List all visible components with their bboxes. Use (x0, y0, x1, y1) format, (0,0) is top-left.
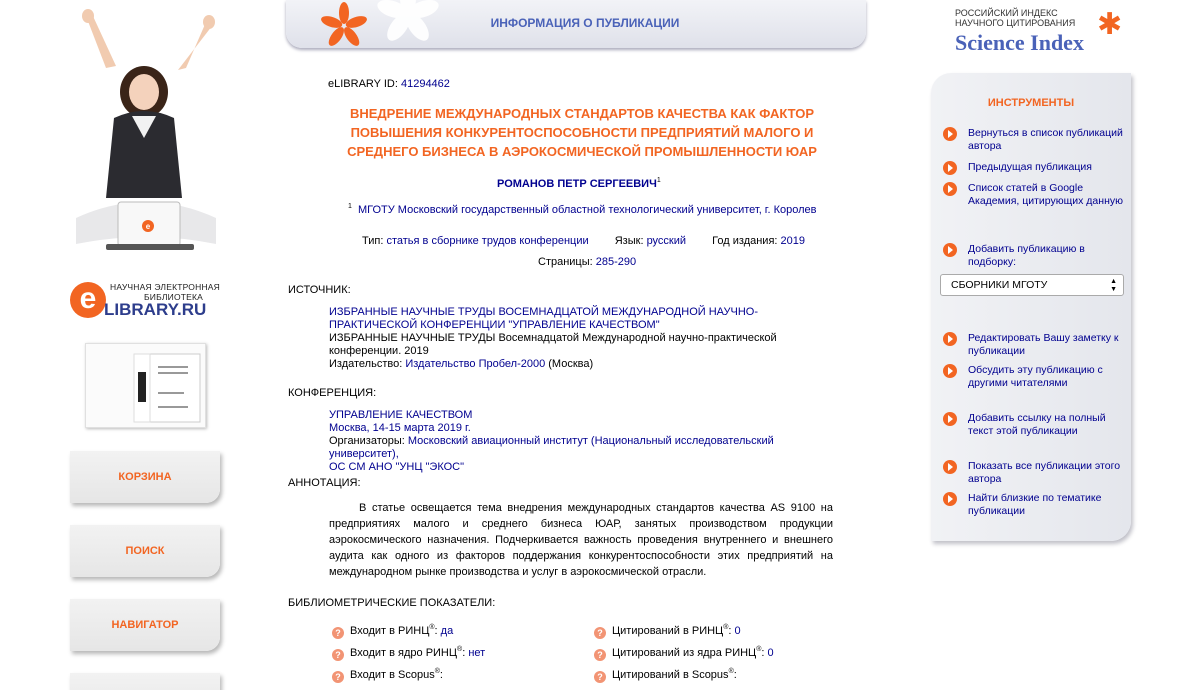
affiliation-sup: 1 (348, 203, 352, 210)
select-arrows-icon: ▲ ▼ (1110, 278, 1117, 293)
metric-in-core-label: Входит в ядро РИНЦ (350, 647, 458, 659)
metric-cit-rinc-value[interactable]: 0 (734, 625, 741, 637)
registered-mark: ® (429, 624, 435, 631)
arrow-right-icon (943, 460, 957, 474)
metric-cit-core: ? Цитирований из ядра РИНЦ®: 0 (594, 646, 774, 661)
arrow-right-icon (943, 127, 957, 141)
year-label: Год издания: (712, 235, 778, 247)
publisher-city: (Москва) (548, 358, 594, 370)
logo-wordmark: LIBRARY.RU (104, 300, 207, 319)
help-icon[interactable]: ? (332, 671, 344, 683)
cover-thumbnail-icon (86, 344, 207, 429)
registered-mark: ® (434, 668, 440, 675)
help-icon[interactable]: ? (332, 627, 344, 639)
metric-cit-scopus-label: Цитирований в Scopus (612, 669, 729, 681)
publication-title: ВНЕДРЕНИЕ МЕЖДУНАРОДНЫХ СТАНДАРТОВ КАЧЕСТВА КАК ФАКТОР ПОВЫШЕНИЯ КОНКУРЕНТОСПОСОБНОСТИ ПРЕДПРИЯТИЙ МАЛОГО И СРЕДНЕГО БИЗНЕСА В АЭРОКОСМИЧЕСКОЙ ПРОМЫШЛЕННОСТИ ЮАР (347, 106, 817, 159)
type-label: Тип: (362, 235, 384, 247)
source-title-link[interactable]: ИЗБРАННЫЕ НАУЧНЫЕ ТРУДЫ ВОСЕМНАДЦАТОЙ МЕЖДУНАРОДНОЙ НАУЧНО-ПРАКТИЧЕСКОЙ КОНФЕРЕНЦИИ "УПРАВЛЕНИЕ КАЧЕСТВОМ" (329, 306, 758, 331)
conference-place-date[interactable]: Москва, 14-15 марта 2019 г. (329, 422, 471, 434)
lang-value[interactable]: русский (646, 235, 687, 247)
tool-label[interactable]: Добавить ссылку на полный текст этой публикации (968, 412, 1106, 437)
author-link[interactable]: РОМАНОВ ПЕТР СЕРГЕЕВИЧ (497, 178, 657, 190)
metrics-label: БИБЛИОМЕТРИЧЕСКИЕ ПОКАЗАТЕЛИ: (288, 597, 496, 609)
metric-cit-rinc-label: Цитирований в РИНЦ (612, 625, 724, 637)
registered-mark: ® (756, 646, 762, 653)
lang-label: Язык: (614, 235, 644, 247)
science-index-caption-1: РОССИЙСКИЙ ИНДЕКС (955, 8, 1058, 18)
metric-in-rinc-label: Входит в РИНЦ (350, 625, 430, 637)
publisher-label: Издательство: (329, 358, 403, 370)
tool-label[interactable]: Показать все публикации этого автора (968, 460, 1121, 485)
pages-value[interactable]: 285-290 (595, 256, 637, 268)
year-value[interactable]: 2019 (780, 235, 806, 247)
organizer-1-link[interactable]: Московский авиационный институт (Национальный исследовательский университет), (329, 435, 774, 460)
flower-decoration-icon (318, 2, 374, 50)
tool-label[interactable]: Найти близкие по тематике публикации (968, 492, 1102, 517)
abstract-text: В статье освещается тема внедрения международных стандартов качества AS 9100 на предприятиях малого и среднего бизнеса ЮАР, занятых производством продукции аэрокосмического назначения. Подчеркивается важность проведения внутреннего и внешнего аудита как одного из факторов поддержания конкурентоспособности этих предприятий на международном рынке производства и услуг в аэрокосмической отрасли. (329, 502, 833, 578)
collection-select-value: СБОРНИКИ МГОТУ (951, 279, 1048, 291)
affiliation-row (348, 203, 817, 216)
arrow-right-icon (943, 364, 957, 378)
arrow-right-icon (943, 182, 957, 196)
publication-cover-image[interactable] (85, 343, 206, 428)
help-icon[interactable]: ? (594, 671, 606, 683)
metric-in-core-value[interactable]: нет (468, 647, 486, 659)
affiliation-link[interactable]: МГОТУ Московский государственный областной технологический университет, г. Королев (357, 204, 817, 216)
metric-cit-rinc: ? Цитирований в РИНЦ®: 0 (594, 624, 741, 639)
registered-mark: ® (728, 668, 734, 675)
metric-in-core: ? Входит в ядро РИНЦ®: нет (332, 646, 485, 661)
arrow-right-icon (943, 332, 957, 346)
arrow-right-icon (943, 161, 957, 175)
author-affiliation-sup: 1 (656, 177, 661, 184)
pages-row (538, 256, 636, 268)
nav-search-button[interactable]: ПОИСК (70, 525, 220, 577)
nav-extra-button[interactable] (70, 673, 220, 690)
elibrary-id-row (328, 78, 450, 90)
tools-panel (931, 73, 1131, 541)
source-description: ИЗБРАННЫЕ НАУЧНЫЕ ТРУДЫ Восемнадцатой Международной научно-практической конференции. 2019 (329, 332, 777, 357)
help-icon[interactable]: ? (594, 649, 606, 661)
arrow-right-icon (943, 412, 957, 426)
elibrary-id-link[interactable]: 41294462 (400, 78, 450, 90)
tools-title: ИНСТРУМЕНТЫ (987, 97, 1075, 109)
collection-select[interactable] (940, 274, 1124, 296)
page-title: ИНФОРМАЦИЯ О ПУБЛИКАЦИИ (490, 16, 680, 30)
publisher-link[interactable]: Издательство Пробел-2000 (405, 358, 546, 370)
abstract-label: АННОТАЦИЯ: (288, 477, 361, 489)
logo-caption-line-2: БИБЛИОТЕКА (144, 292, 204, 302)
elibrary-id-label: eLIBRARY ID: (328, 78, 398, 90)
help-icon[interactable]: ? (332, 649, 344, 661)
registered-mark: ® (723, 624, 729, 631)
registered-mark: ® (457, 646, 463, 653)
tool-label[interactable]: Список статей в Google Академия, цитирующих данную (968, 182, 1123, 207)
pub-meta-row (362, 235, 805, 247)
source-label: ИСТОЧНИК: (288, 284, 351, 296)
tool-label[interactable]: Обсудить эту публикацию с другими читателями (968, 364, 1103, 389)
asterisk-icon: ✱ (1097, 7, 1123, 42)
author-row (497, 177, 661, 190)
metric-cit-core-value[interactable]: 0 (767, 647, 774, 659)
organizers-row (329, 435, 834, 461)
pages-label: Страницы: (538, 256, 593, 268)
tool-label[interactable]: Редактировать Вашу заметку к публикации (968, 332, 1119, 357)
conference-name-link[interactable]: УПРАВЛЕНИЕ КАЧЕСТВОМ (329, 409, 473, 421)
flower-decoration-white-icon (368, 0, 452, 48)
nav-navigator-button[interactable]: НАВИГАТОР (70, 599, 220, 651)
metric-in-rinc-value[interactable]: да (440, 625, 454, 637)
metric-cit-scopus: ? Цитирований в Scopus®: (594, 668, 737, 683)
hero-illustration (66, 8, 226, 258)
help-icon[interactable]: ? (594, 627, 606, 639)
science-index-logo[interactable] (955, 8, 1130, 56)
source-block (329, 306, 834, 371)
conference-block (329, 409, 834, 474)
elibrary-logo[interactable] (70, 280, 220, 322)
science-index-wordmark: Science Index (955, 30, 1084, 55)
logo-e-mark: e (70, 282, 106, 318)
organizers-label: Организаторы: (329, 435, 405, 447)
svg-text:e: e (145, 222, 151, 231)
metric-in-scopus: ? Входит в Scopus®: (332, 668, 443, 683)
metric-cit-core-label: Цитирований из ядра РИНЦ (612, 647, 757, 659)
science-index-caption-2: НАУЧНОГО ЦИТИРОВАНИЯ (955, 18, 1076, 28)
organizer-2-link[interactable]: ОС СМ АНО "УНЦ "ЭКОС" (329, 461, 465, 473)
nav-cart-button[interactable]: КОРЗИНА (70, 451, 220, 503)
conference-label: КОНФЕРЕНЦИЯ: (288, 387, 377, 399)
publisher-row (329, 358, 834, 371)
logo-caption-line-1: НАУЧНАЯ ЭЛЕКТРОННАЯ (110, 282, 221, 292)
logo-caption (110, 282, 220, 302)
tool-label[interactable]: Добавить публикацию в подборку: (968, 243, 1085, 268)
metric-in-rinc: ? Входит в РИНЦ®: да (332, 624, 453, 639)
science-index-caption (955, 8, 1075, 28)
arrow-right-icon (943, 243, 957, 257)
arrow-right-icon (943, 492, 957, 506)
tool-label[interactable]: Вернуться в список публикаций автора (968, 127, 1123, 152)
tool-label[interactable]: Предыдущая публикация (968, 161, 1092, 173)
metric-in-scopus-label: Входит в Scopus (350, 669, 435, 681)
type-value[interactable]: статья в сборнике трудов конференции (386, 235, 589, 247)
